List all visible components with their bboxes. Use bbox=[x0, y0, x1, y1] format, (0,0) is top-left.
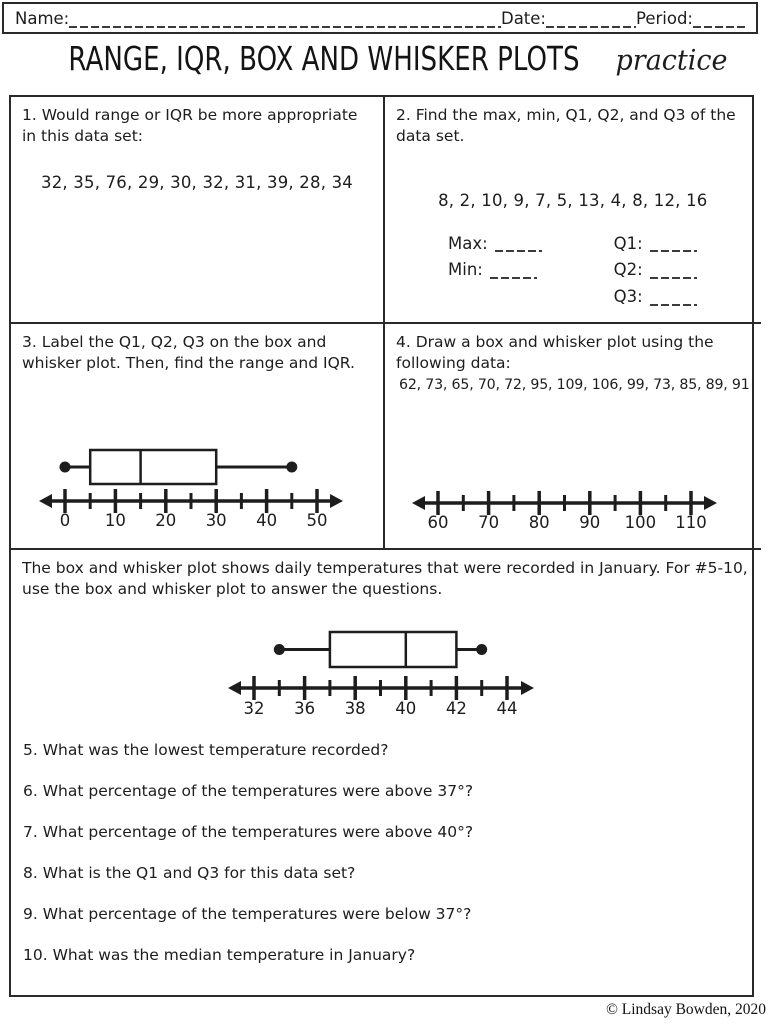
min-answer-row bbox=[448, 259, 542, 282]
svg-text:44: 44 bbox=[496, 699, 518, 718]
quartiles-column bbox=[614, 233, 697, 313]
questions-5-10-list bbox=[23, 740, 751, 986]
copyright-notice: © Lindsay Bowden, 2020 bbox=[606, 1001, 766, 1018]
max-label: Max: bbox=[448, 233, 488, 253]
svg-text:42: 42 bbox=[445, 699, 467, 718]
q1-blank-line bbox=[650, 237, 697, 252]
q2-label: Q2: bbox=[613, 260, 643, 280]
q2-answer-row bbox=[614, 259, 697, 282]
svg-text:90: 90 bbox=[579, 513, 601, 532]
question-8: 8. What is the Q1 and Q3 for this data set? bbox=[23, 864, 356, 882]
q3-answer-row bbox=[614, 286, 697, 309]
question-9: 9. What percentage of the temperatures were below 37°? bbox=[23, 905, 472, 923]
svg-text:40: 40 bbox=[395, 699, 417, 718]
question-6: 6. What percentage of the temperatures were above 37°? bbox=[23, 782, 474, 800]
worksheet-title bbox=[0, 39, 768, 79]
question-4-prompt: 4. Draw a box and whisker plot using the following data: bbox=[396, 333, 714, 373]
svg-text:50: 50 bbox=[306, 511, 328, 530]
svg-text:110: 110 bbox=[675, 513, 707, 532]
question-4-data-set: 62, 73, 65, 70, 72, 95, 109, 106, 99, 73, 85, 89, 91 bbox=[399, 376, 750, 393]
question-2-answer-blanks bbox=[448, 233, 750, 313]
svg-text:20: 20 bbox=[155, 511, 177, 530]
svg-text:30: 30 bbox=[205, 511, 227, 530]
question-4-cell bbox=[385, 324, 761, 550]
name-label: Name: bbox=[15, 8, 70, 28]
name-blank-line bbox=[69, 13, 501, 28]
question-2-data-set: 8, 2, 10, 9, 7, 5, 13, 4, 8, 12, 16 bbox=[438, 190, 708, 210]
name-date-period-bar bbox=[2, 2, 758, 34]
question-3-box-whisker-plot bbox=[11, 436, 385, 546]
svg-text:100: 100 bbox=[624, 513, 657, 532]
title-main-text: RANGE, IQR, BOX AND WHISKER PLOTS bbox=[68, 39, 581, 79]
svg-text:10: 10 bbox=[104, 511, 126, 530]
question-10: 10. What was the median temperature in January? bbox=[23, 946, 416, 964]
question-2-prompt: 2. Find the max, min, Q1, Q2, and Q3 of the data set. bbox=[396, 106, 736, 146]
max-answer-row bbox=[448, 233, 542, 256]
svg-text:80: 80 bbox=[528, 513, 550, 532]
svg-text:36: 36 bbox=[294, 699, 316, 718]
question-3-cell bbox=[11, 324, 385, 550]
date-label: Date: bbox=[500, 8, 546, 28]
question-3-prompt: 3. Label the Q1, Q2, Q3 on the box and whisker plot. Then, find the range and IQR. bbox=[22, 333, 355, 373]
svg-text:60: 60 bbox=[427, 513, 449, 532]
questions-5-10-section bbox=[11, 550, 761, 995]
svg-text:0: 0 bbox=[59, 511, 71, 530]
temperature-instructions: The box and whisker plot shows daily temperatures that were recorded in January. For #5-10, use the box and whisker plot to answer the questions. bbox=[22, 559, 748, 599]
q3-blank-line bbox=[650, 291, 697, 306]
svg-text:38: 38 bbox=[344, 699, 366, 718]
q3-label: Q3: bbox=[613, 287, 643, 307]
question-5: 5. What was the lowest temperature recorded? bbox=[23, 741, 389, 759]
question-2-cell bbox=[385, 97, 761, 324]
period-blank-line bbox=[693, 13, 745, 28]
svg-text:32: 32 bbox=[243, 699, 265, 718]
question-4-number-line bbox=[385, 480, 752, 546]
question-7: 7. What percentage of the temperatures were above 40°? bbox=[23, 823, 474, 841]
svg-text:70: 70 bbox=[478, 513, 500, 532]
max-min-column bbox=[448, 233, 542, 313]
max-blank-line bbox=[495, 237, 542, 252]
temperature-box-whisker-plot bbox=[127, 628, 547, 730]
svg-text:40: 40 bbox=[256, 511, 278, 530]
period-label: Period: bbox=[635, 8, 693, 28]
question-1-prompt: 1. Would range or IQR be more appropriate in this data set: bbox=[22, 106, 358, 146]
questions-grid bbox=[9, 95, 754, 997]
question-1-data-set: 32, 35, 76, 29, 30, 32, 31, 39, 28, 34 bbox=[41, 172, 353, 192]
title-accent-text: practice bbox=[615, 44, 728, 77]
date-blank-line bbox=[546, 13, 636, 28]
q2-blank-line bbox=[650, 264, 697, 279]
question-1-cell bbox=[11, 97, 385, 324]
q1-label: Q1: bbox=[613, 233, 643, 253]
q1-answer-row bbox=[614, 233, 697, 256]
min-label: Min: bbox=[448, 260, 483, 280]
min-blank-line bbox=[490, 264, 537, 279]
